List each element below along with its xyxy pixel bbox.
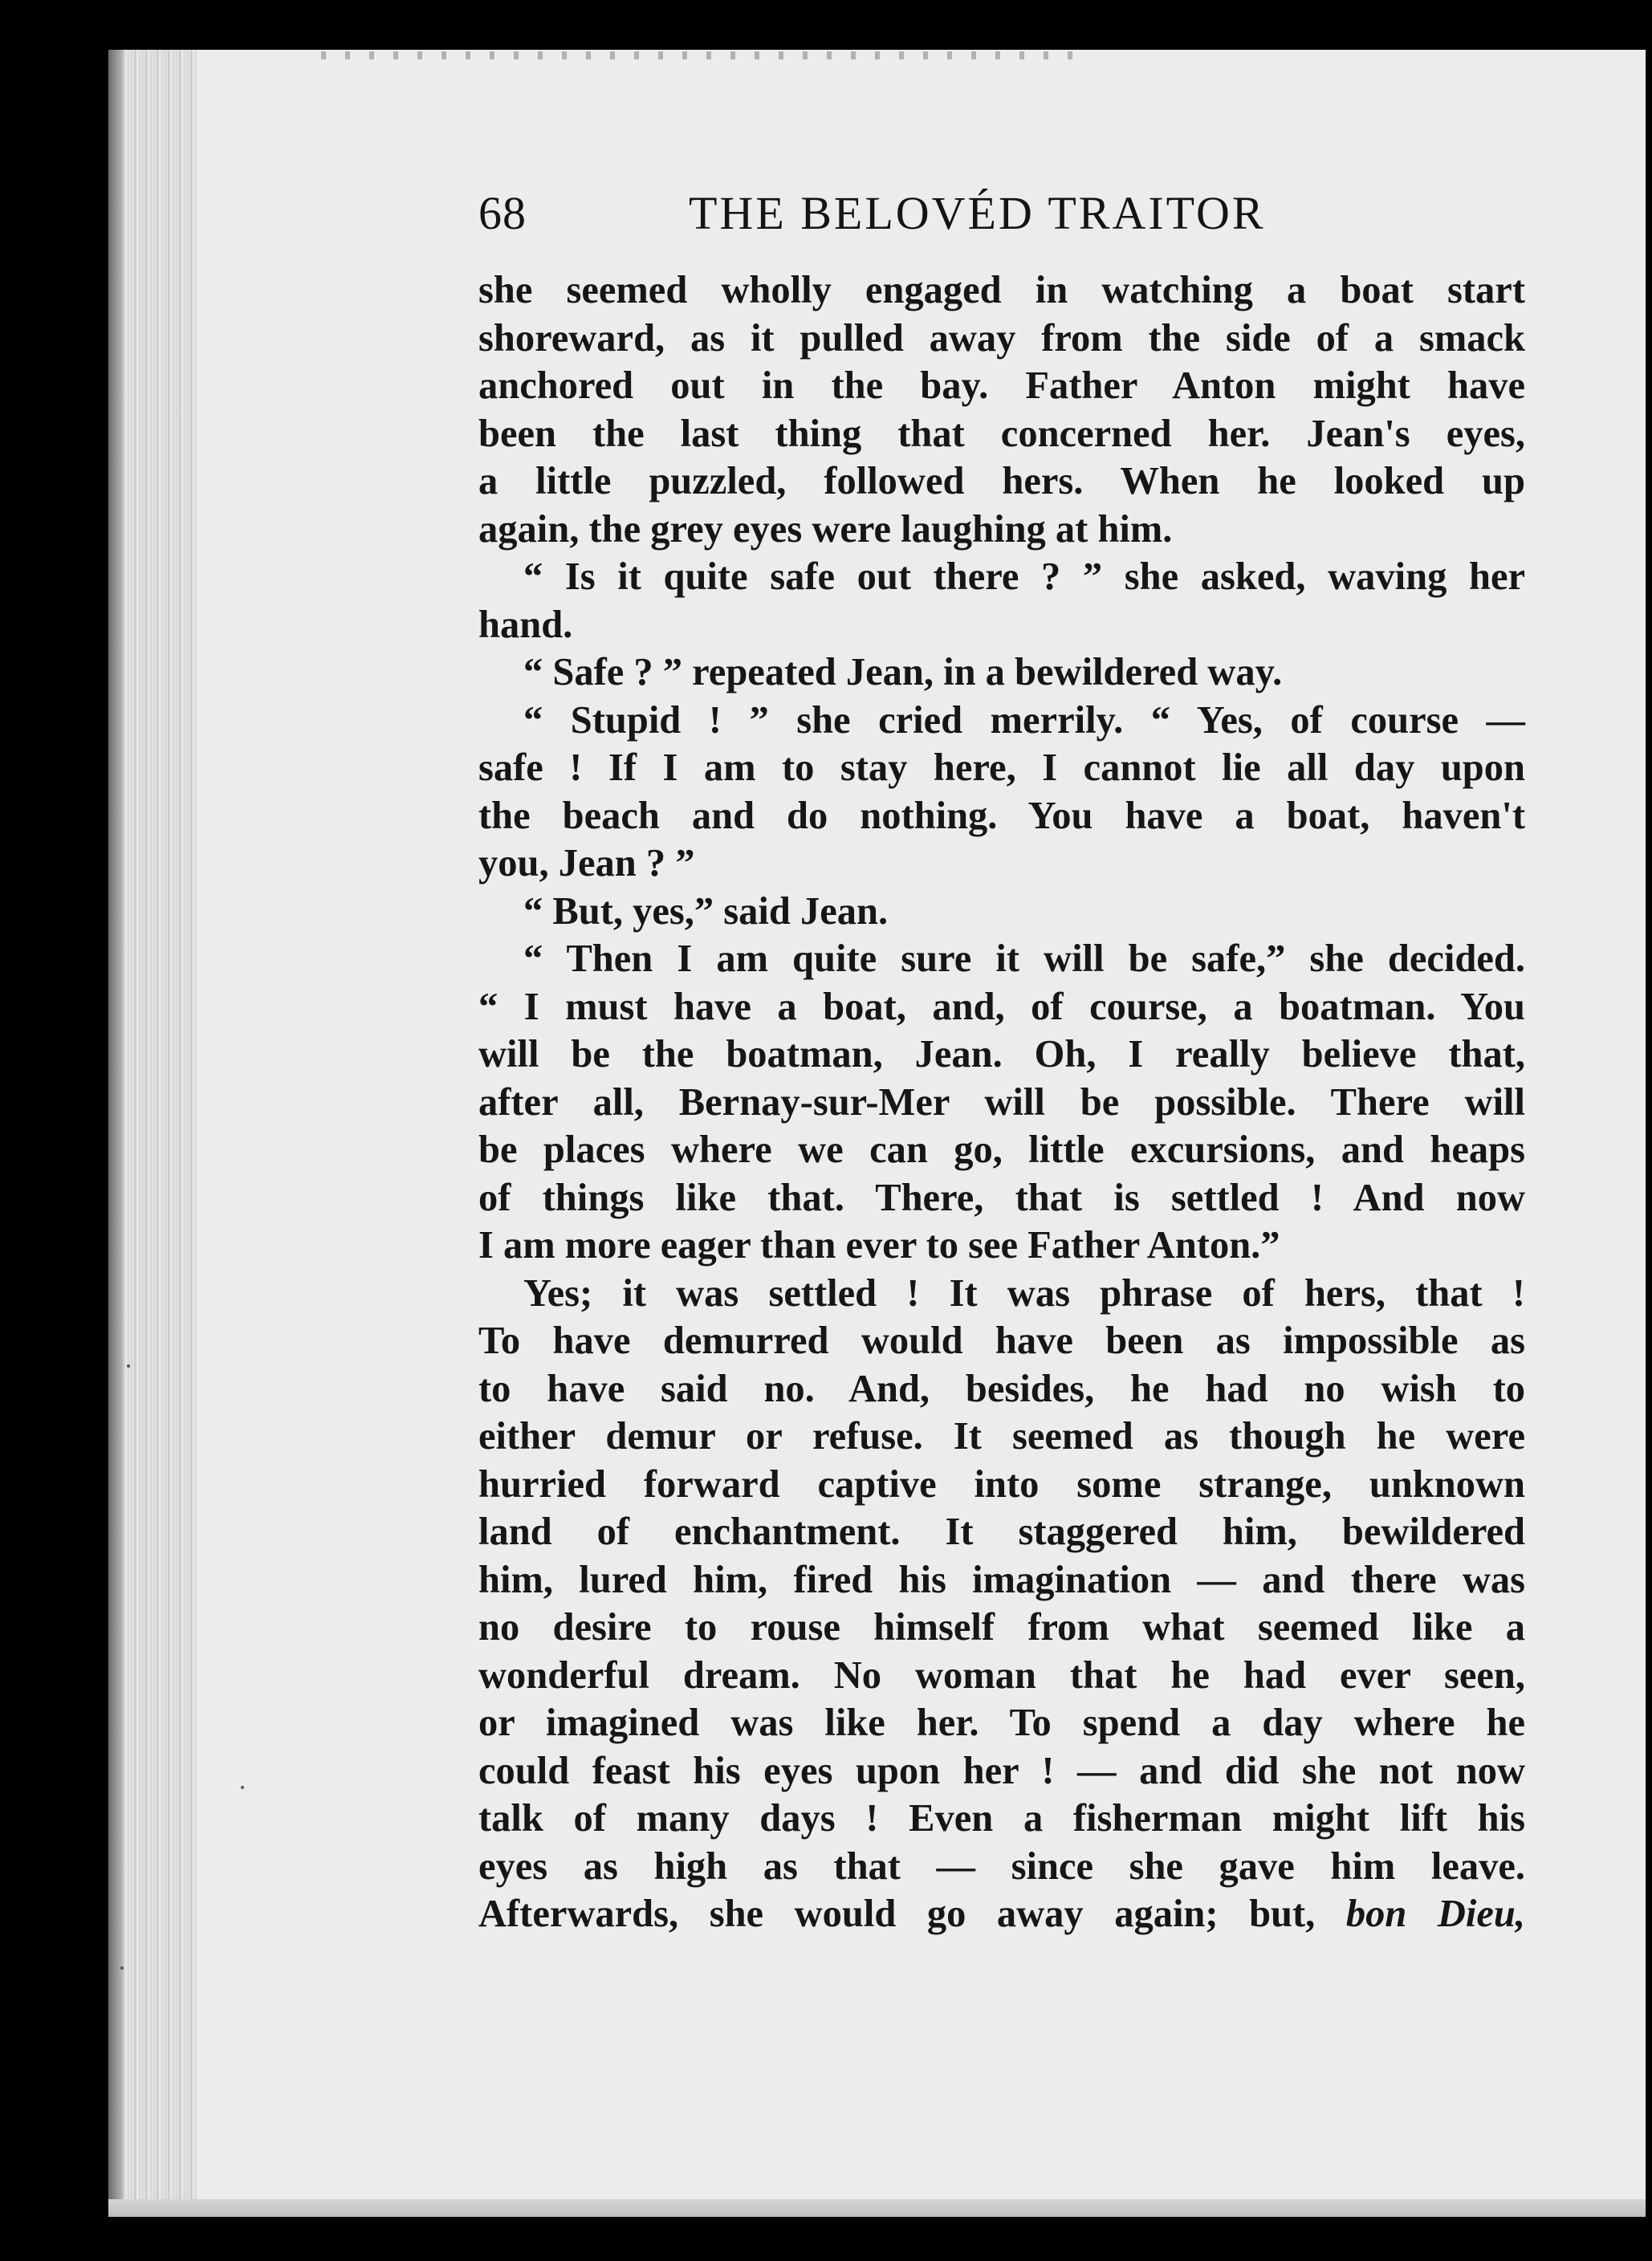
text-line: Yes; it was settled ! It was phrase of hers, that ! xyxy=(523,1271,1525,1315)
text-line: a little puzzled, followed hers. When he looked up xyxy=(478,460,1525,502)
scan-speck xyxy=(127,1364,130,1368)
text-line: To have demurred would have been as impossible as xyxy=(478,1320,1525,1362)
text-line: wonderful dream. No woman that he had ever seen, xyxy=(478,1653,1525,1697)
text-line: shoreward, as it pulled away from the side of a smack xyxy=(478,316,1525,360)
text-line: I am more eager than ever to see Father Anton.” xyxy=(478,1224,1280,1267)
body-text xyxy=(478,266,1525,1938)
running-title: THE BELOVÉD TRAITOR xyxy=(689,187,1266,239)
text-line: be places where we can go, little excursions, and heaps xyxy=(478,1128,1525,1171)
text-line: either demur or refuse. It seemed as though he were xyxy=(478,1415,1525,1458)
text-line: you, Jean ? ” xyxy=(478,842,695,884)
text-line: no desire to rouse himself from what seemed like a xyxy=(478,1606,1525,1649)
text-line: will be the boatman, Jean. Oh, I really believe that, xyxy=(478,1033,1525,1076)
running-header xyxy=(478,186,1525,250)
text-line: anchored out in the bay. Father Anton might have xyxy=(478,364,1525,407)
binding-shadow xyxy=(108,50,123,2217)
text-line: again, the grey eyes were laughing at him. xyxy=(478,507,1173,551)
text-line: “ I must have a boat, and, of course, a boatman. You xyxy=(478,985,1525,1028)
text-line: to have said no. And, besides, he had no wish to xyxy=(478,1367,1525,1410)
page-number: 68 xyxy=(478,187,527,239)
text-line-final xyxy=(478,1890,1525,1938)
text-line: she seemed wholly engaged in watching a boat start xyxy=(478,269,1525,311)
text-line: him, lured him, fired his imagination — and there was xyxy=(478,1558,1525,1601)
text-line: been the last thing that concerned her. Jean's eyes, xyxy=(478,412,1525,455)
text-line: of things like that. There, that is settled ! And now xyxy=(478,1176,1525,1219)
text-line: “ Stupid ! ” she cried merrily. “ Yes, of course — xyxy=(523,698,1525,742)
text-line: could feast his eyes upon her ! — and did she not now xyxy=(478,1749,1525,1792)
italic-phrase: bon Dieu, xyxy=(1345,1893,1525,1935)
text-line: “ Is it quite safe out there ? ” she asked, waving her xyxy=(523,555,1525,598)
bottom-page-edge xyxy=(108,2199,1646,2217)
scan-speck xyxy=(241,1786,244,1789)
text-line: after all, Bernay-sur-Mer will be possible. There will xyxy=(478,1080,1525,1124)
text-line: eyes as high as that — since she gave him leave. xyxy=(478,1844,1525,1888)
top-scan-artifact xyxy=(321,51,1092,59)
text-line-final-start: Afterwards, she would go away again; but, xyxy=(478,1893,1346,1935)
text-line: “ Safe ? ” repeated Jean, in a bewildered way. xyxy=(523,651,1283,693)
text-line: hurried forward captive into some strange, unknown xyxy=(478,1462,1525,1506)
scan-speck xyxy=(120,1966,124,1970)
text-line: or imagined was like her. To spend a day where he xyxy=(478,1702,1525,1744)
text-line: safe ! If I am to stay here, I cannot lie all day upon xyxy=(478,746,1525,789)
text-line: the beach and do nothing. You have a boat, haven't xyxy=(478,794,1525,837)
text-line: talk of many days ! Even a fisherman might lift his xyxy=(478,1797,1525,1840)
text-line: land of enchantment. It staggered him, bewildered xyxy=(478,1511,1525,1553)
text-line: hand. xyxy=(478,603,573,646)
text-line: “ Then I am quite sure it will be safe,” she decided. xyxy=(523,937,1525,980)
text-line: “ But, yes,” said Jean. xyxy=(523,889,889,933)
